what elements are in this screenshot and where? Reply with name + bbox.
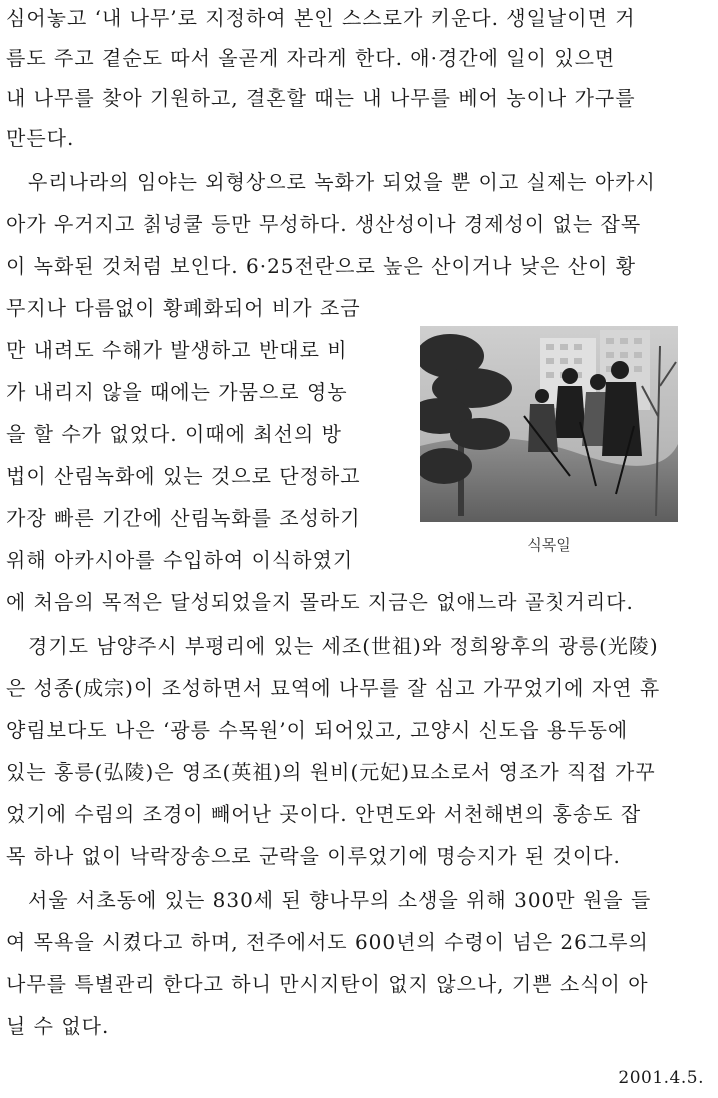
text-line: 내 나무를 찾아 기원하고, 결혼할 때는 내 나무를 베어 농이나 가구를 bbox=[6, 86, 636, 110]
text-line: 만든다. bbox=[6, 126, 75, 150]
tree-planting-photo bbox=[420, 326, 678, 522]
text-line: 만 내려도 수해가 발생하고 반대로 비 bbox=[6, 338, 348, 362]
document-date: 2001.4.5. bbox=[618, 1068, 704, 1088]
text-line: 름도 주고 곁순도 따서 올곧게 자라게 한다. 애·경간에 일이 있으면 bbox=[6, 46, 616, 70]
text-line: 을 할 수가 없었다. 이때에 최선의 방 bbox=[6, 422, 342, 446]
text-line: 이 녹화된 것처럼 보인다. 6·25전란으로 높은 산이거나 낮은 산이 황 bbox=[6, 254, 637, 278]
text-line: 닐 수 없다. bbox=[6, 1014, 110, 1038]
text-line: 여 목욕을 시켰다고 하며, 전주에서도 600년의 수령이 넘은 26그루의 bbox=[6, 930, 649, 954]
text-line: 우리나라의 임야는 외형상으로 녹화가 되었을 뿐 이고 실제는 아카시 bbox=[28, 170, 656, 194]
text-line: 무지나 다름없이 황폐화되어 비가 조금 bbox=[6, 296, 361, 320]
text-line: 경기도 남양주시 부평리에 있는 세조(世祖)와 정희왕후의 광릉(光陵) bbox=[28, 634, 659, 658]
text-line: 서울 서초동에 있는 830세 된 향나무의 소생을 위해 300만 원을 들 bbox=[28, 888, 652, 912]
photo-caption: 식목일 bbox=[527, 536, 571, 554]
text-line: 나무를 특별관리 한다고 하니 만시지탄이 없지 않으나, 기쁜 소식이 아 bbox=[6, 972, 649, 996]
text-line: 은 성종(成宗)이 조성하면서 묘역에 나무를 잘 심고 가꾸었기에 자연 휴 bbox=[6, 676, 661, 700]
text-line: 양림보다도 나은 ‘광릉 수목원’이 되어있고, 고양시 신도읍 용두동에 bbox=[6, 718, 629, 742]
text-line: 가 내리지 않을 때에는 가뭄으로 영농 bbox=[6, 380, 348, 404]
text-line: 아가 우거지고 칡넝쿨 등만 무성하다. 생산성이나 경제성이 없는 잡목 bbox=[6, 212, 642, 236]
text-line: 가장 빠른 기간에 산림녹화를 조성하기 bbox=[6, 506, 361, 530]
text-line: 법이 산림녹화에 있는 것으로 단정하고 bbox=[6, 464, 361, 488]
text-line: 있는 홍릉(弘陵)은 영조(英祖)의 원비(元妃)묘소로서 영조가 직접 가꾸 bbox=[6, 760, 656, 784]
text-line: 었기에 수림의 조경이 빼어난 곳이다. 안면도와 서천해변의 홍송도 잡 bbox=[6, 802, 642, 826]
text-line: 심어놓고 ‘내 나무’로 지정하여 본인 스스로가 키운다. 생일날이면 거 bbox=[6, 6, 636, 30]
text-line: 에 처음의 목적은 달성되었을지 몰라도 지금은 없애느라 골칫거리다. bbox=[6, 590, 634, 614]
text-line: 위해 아카시아를 수입하여 이식하였기 bbox=[6, 548, 354, 572]
photo-image bbox=[420, 326, 678, 522]
text-line: 목 하나 없이 낙락장송으로 군락을 이루었기에 명승지가 된 것이다. bbox=[6, 844, 621, 868]
